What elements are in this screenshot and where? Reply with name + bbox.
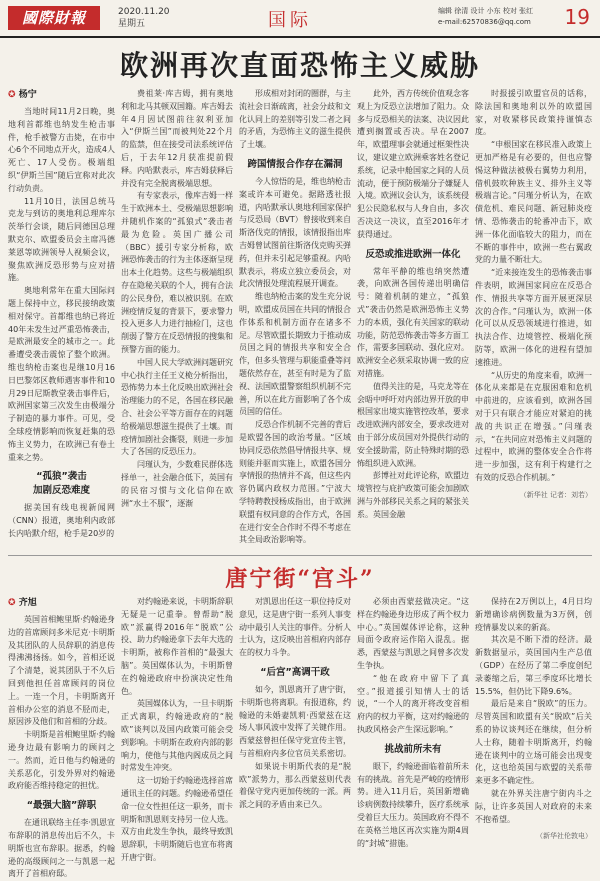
article2-col1-body bbox=[8, 614, 115, 793]
paragraph: 必须由西蒙兹做决定。“这样在约翰逊身边形成了两个权力中心。”英国媒体评论称，这种局面令政府运作陷入混乱。据悉，西蒙兹与凯恩之间曾多次发生争执。 bbox=[357, 597, 469, 670]
article2-column-4 bbox=[357, 596, 469, 848]
article1-column-3 bbox=[239, 88, 351, 552]
paragraph: 费祖莱·库吉姆，拥有奥地利和北马其顿双国籍。库吉姆去年4月因试图前往叙利亚加入“伊斯兰国”而被判处22个月的监禁，但在接受司法系统评估后，于去年12月获准提前假释。内哈默表示，库吉姆获释后并没有完全脱离极端思想。 bbox=[121, 89, 233, 188]
article1-subheading-3: 反恐或推进欧洲一体化 bbox=[365, 248, 461, 260]
paragraph: 如今，凯恩离开了唐宁街，卡明斯也将离职。有报道称，约翰逊的未婚妻凯莉·西蒙兹在这场人事风波中发挥了关键作用。西蒙兹曾担任保守党宣传主管，与首相府内多位官员关系密切。 bbox=[239, 684, 351, 758]
article1-subheading-1: “孤狼”袭击 加剧反恐难度 bbox=[32, 471, 90, 497]
article-divider bbox=[8, 555, 592, 556]
page-header bbox=[0, 0, 600, 38]
paragraph: 此外，西方传统价值观念客观上为反恐立法增加了阻力。众多与反恐相关的法案、决议因此遭到搁置或否决。早在2007年，欧盟理事会就通过框架性决议，建议建立欧洲乘客姓名登记系统，记录中舱国家之间的人员流动，便于预防极端分子嫌疑人入境。欧洲议会认为，该系统侵犯公民隐私权与人身自由，多次否决这一决议，直至2016年才获得通过。 bbox=[357, 89, 469, 239]
paragraph: 有专家表示，像库吉姆一样生于欧洲本土、受极端思想影响并随机作案的“孤狼式”袭击者最为危险。英国广播公司（BBC）援引专家分析称，欧洲恐怖袭击的行为主体逐渐呈现出本土化趋势。这些与极端组织存在隐秘关联的个人，拥有合法的公民身份，难以被识别。在欧洲疫情反复的背景下，要求警力投入更多人力进行抽检门，这也削弱了警方在反恐情报的搜集和预警方面的能力。 bbox=[121, 191, 233, 354]
article2-subheading-1: “最强大脑”辞职 bbox=[26, 800, 97, 812]
article1-author: 杨宁 bbox=[18, 90, 37, 100]
article2-source-note: （新华社伦敦电） bbox=[536, 832, 592, 841]
article1-col4-intro bbox=[357, 88, 469, 242]
paragraph: “近来接连发生的恐怖袭击事件表明，欧洲国家间应在反恐合作、情报共享等方面开展更深层次的合作。”闫瑾认为，欧洲一体化可以从反恐领域进行推进，如执法合作、边境管控、极端化预防等，欧洲一体化的进程有望加速推进。 bbox=[475, 268, 592, 367]
article1-headline: 欧洲再次直面恐怖主义威胁 bbox=[119, 49, 480, 82]
paragraph: 闫瑾认为，少数难民群体选择单一，社会融合低下，英国有的民宿习惯与文化信仰在欧洲“水土不服”，逐渐 bbox=[121, 460, 233, 508]
paragraph: 对约翰逊来说，卡明斯辞职无疑是一记重拳。曾帮助“脱欧”派赢得2016年“脱欧”公投、助力约翰逊拿下去年大选的卡明斯，被称作首相的“最强大脑”。英国媒体认为，卡明斯曾在约翰逊政府中扮演决定性角色。 bbox=[121, 597, 233, 696]
byline-star-icon: ✪ bbox=[8, 598, 19, 608]
article2-subheading-3: 挑战前所未有 bbox=[384, 743, 442, 755]
paragraph: “申根国家在移民准入政策上更加严格是有必要的，但也应警惕这种做法被极右翼势力利用，借机鼓吹种族主义、排外主义等极端言论。”闫瑾分析认为，在欧债危机、难民问题、新冠肺炎疫情、恐怖袭击的轮番冲击下，欧洲一体化面临较大的阻力，而在不断的事件中，欧洲一些右翼政党的力量不断壮大。 bbox=[475, 140, 592, 265]
editors-info bbox=[438, 6, 558, 28]
article2-col1-tail bbox=[8, 817, 115, 881]
article2-headline: 唐宁街“宫斗” bbox=[225, 566, 375, 592]
page-number: 19 bbox=[564, 5, 590, 29]
paragraph: 中国人民大学欧洲问题研究中心执行主任王义桅分析指出，恐怖势力本土化反映出欧洲社会治理能力的不足，各国在移民融合、社会公平等方面存在的问题给极端思想滋生提供了土壤。而疫情加剧社会撕裂，则进一步加大了各国的反恐压力。 bbox=[121, 357, 233, 457]
paragraph: 常年平静的维也纳突然遭袭，向欧洲各国传递出明确信号：随着机制的建立，“孤狼式”袭击仍然是欧洲恐怖主义势力的本质，强化有关国家的联动功能，防范恐怖袭击等多方面工作，需要多国联动、强化应对。欧洲安全必须采取协调一致的应对措施。 bbox=[357, 266, 469, 378]
article1-col5-body bbox=[475, 88, 592, 485]
article2-byline bbox=[8, 596, 115, 610]
paragraph: 对凯恩出任这一职位持反对意见，这是唐宁街一系列人事变动中最引人关注的事件。分析人士认为，这反映出首相府内部存在的权力斗争。 bbox=[239, 597, 351, 658]
paragraph: 卡明斯是首相鲍里斯·约翰逊身边最有影响力的顾问之一。然而，近日他与约翰逊的关系恶化，引发外界对约翰逊政府能否维持稳定的担忧。 bbox=[8, 730, 115, 791]
article1-subheading-2: 跨国情报合作存在漏洞 bbox=[247, 158, 343, 170]
paragraph: 其次是不断下滑的经济。最新数据显示，英国国内生产总值（GDP）在经历了第二季度创纪录萎缩之后，第三季度环比增长15.5%，但仍比下降9.6%。 bbox=[475, 635, 592, 696]
article1-column-4 bbox=[357, 88, 469, 552]
article2-col4-body bbox=[357, 761, 469, 851]
paragraph: 据美国有线电视新闻网（CNN）报道，奥地利内政部长内哈默介绍，枪手是20岁的 bbox=[8, 503, 115, 538]
article2-column-3 bbox=[239, 596, 351, 822]
paragraph: 保持在2万例以上，4月日均新增确诊病例数量为3万例，创疫情暴发以来的新高。 bbox=[475, 597, 592, 632]
paragraph: 形成相对封闭的圈群，与主流社会日渐疏离，社会分歧和文化认同上的差别等引发二者之间的矛盾，为恐怖主义的滋生提供了土壤。 bbox=[239, 89, 351, 150]
editors-line: 编辑 徐清 设计 小东 校对 张红 bbox=[438, 7, 534, 15]
paragraph: “从历史的角度来看，欧洲一体化从来都是在克服困难和危机中前进的，应该看到，欧洲各国对于只有联合才能应对紧迫的挑战的共识正在增强。”闫瑾表示，“在共同应对恐怖主义问题的过程中，欧洲的整体安全合作将进一步加强，这有利于构建行之有效的反恐合作机制。” bbox=[475, 370, 592, 482]
paragraph: 反恐合作机制不完善的背后是欧盟各国的政治考量。“区域协同反恐依然倡导情报共享、规则能并驱而实施上，欧盟各国分享情报的热情并不高，但这些内容仍属内政权力范围。”宁波大学特聘教授杨成指出，由于欧洲联盟有权同意的合作方式，各国在进行安全合作时不得不考虑在其全局政治影响等。 bbox=[239, 420, 351, 545]
paragraph: 英国媒体认为，一旦卡明斯正式离职，约翰逊政府的“脱欧”谈判以及国内政策可能会受到影响。卡明斯在政府内部的影响力，使他与其他内阁成员之间时常发生冲突。 bbox=[121, 699, 233, 773]
article2-subheading-2: “后宫”高调干政 bbox=[260, 666, 330, 678]
paragraph: “他在政府中留下了真空。”报道援引知情人士的话说，“一个人的离开将改变首相府内的权力平衡，这对约翰逊的执政风格会产生深远影响。” bbox=[357, 673, 469, 734]
article1-col1-tail bbox=[8, 502, 115, 540]
paragraph: 最后是来自“脱欧”的压力。尽管英国和欧盟有关“脱欧”后关系的协议谈判还在继续，但分析人士称，随着卡明斯离开，约翰逊在谈判中的立场可能会出现变化，这也给英国与欧盟的关系带来更多不确定性。 bbox=[475, 699, 592, 786]
paragraph: 英国首相鲍里斯·约翰逊身边的首席顾问多米尼克·卡明斯及其团队的人员辞职的消息传得沸沸扬扬。如今，首相还说了个清楚，说其团队于不久后回到他担任首席顾问的岗位上。一连一个月，卡明斯离开首相办公室的消息不胫而走，原因涉及他们和首相的分歧。 bbox=[8, 615, 115, 727]
article1-byline bbox=[8, 88, 115, 102]
article1-column-5 bbox=[475, 88, 592, 552]
weekday-text: 星期五 bbox=[118, 19, 146, 29]
section-title: 国际 bbox=[268, 10, 312, 31]
article1-col3-body bbox=[239, 176, 351, 547]
paragraph: 当地时间11月2日晚，奥地利首都维也纳发生枪击事件，枪手被警方击毙，在市中心6个不同地点开火，造成4人死亡、17人受伤。极端组织“伊斯兰国”随后宣称对此次行动负责。 bbox=[8, 107, 115, 193]
article2-col3-intro bbox=[239, 596, 351, 660]
issue-date bbox=[118, 6, 170, 30]
paragraph: 在通讯联络主任李·凯恩宣布辞职的消息传出后不久，卡明斯也宣布辞职。据悉，约翰逊的高级顾问之一与凯恩一起离开了首相府邸。 bbox=[8, 818, 115, 879]
paragraph: 11月10日，法国总统马克龙与到访的奥地利总理库尔茨举行会谈，随后同德国总理默克尔、欧盟委员会主席冯德莱恩等欧洲领导人视频会议，聚焦欧洲反恐形势与应对措施。 bbox=[8, 196, 115, 283]
paragraph: 如果说卡明斯代表的是“脱欧”派势力，那么西蒙兹则代表着保守党内更加传统的一派。两派之间的矛盾由来已久。 bbox=[239, 761, 351, 810]
paragraph: 眼下，约翰逊面临着前所未有的挑战。首先是严峻的疫情形势。进入11月后，英国新增确诊病例数持续攀升，医疗系统承受着巨大压力。英国政府不得不在英格兰地区再次实施为期4周的“封城”措施。 bbox=[357, 761, 469, 848]
article1-col1-body bbox=[8, 106, 115, 464]
byline-star-icon: ✪ bbox=[8, 90, 19, 100]
email-line: e-mail:6257083​6@qq.com bbox=[438, 18, 531, 26]
paragraph: 时报援引欧盟官员的话称，除法国和奥地利以外的欧盟国家，对收紧移民政策持谨慎态度。 bbox=[475, 89, 592, 137]
article1-column-1 bbox=[8, 88, 115, 552]
article2-column-2 bbox=[121, 596, 233, 862]
paragraph: 维也纳枪击案的发生充分说明，欧盟成员国在共同的情报合作体系和机制方面存在诸多不足。尽管欧盟长期致力于推动成员国之间的情报共享和安全合作，但多头管理与职能重叠等问题依然存在，甚至有时是为了监视、法国欧盟警察组织机制不完善，所以在此方面影响了各个成员国的信任。 bbox=[239, 292, 351, 417]
article1-col2-body bbox=[121, 88, 233, 510]
article2-col3-body bbox=[239, 684, 351, 812]
article2-column-5 bbox=[475, 596, 592, 841]
article1-col3-intro bbox=[239, 88, 351, 152]
newspaper-logo: 國際財報 bbox=[8, 6, 100, 30]
article1-column-2 bbox=[121, 88, 233, 552]
article2-col2-body bbox=[121, 596, 233, 865]
paragraph: 这一切始于约翰逊选择首席通讯主任的问题。约翰逊希望任命一位女性担任这一职务，而卡明斯和凯恩则支持另一位人选。双方由此发生争执，最终导致凯恩辞职，卡明斯随后也宣布将离开唐宁街。 bbox=[121, 776, 233, 862]
paragraph: 彭博社对此评论称，欧盟边境管控与庇护政策可能会加剧欧洲与外部移民关系之间的紧张关系。英国金融 bbox=[357, 471, 469, 519]
date-text: 2020.11.20 bbox=[118, 7, 170, 17]
article1-col4-body bbox=[357, 266, 469, 522]
article2-author: 齐旭 bbox=[18, 598, 37, 608]
article2-col4-intro bbox=[357, 596, 469, 737]
article2-col5-body bbox=[475, 596, 592, 826]
paragraph: 值得关注的是，马克龙等在会晤中呼吁对内部边界开放的申根国家出境实施管控改革，要求改进欧洲内部安全，要求改进对由于部分成员国对外提供行动的安全援助需，防止特殊时期的恐怖组织进入欧洲。 bbox=[357, 381, 469, 468]
paragraph: 今人惊悟的是，维也纳枪击案或许本可避免。据路透社报道，内哈默承认奥地利国家保护与反恐局（BVT）曾接收到来自斯洛伐克的情报，该情报指出库吉姆曾试图前往斯洛伐克购买弹药，但并未引起足够重视。内哈默表示，将成立独立委员会，对此次情报处理流程展开调查。 bbox=[239, 176, 351, 289]
paragraph: 就在外界关注唐宁街内斗之际，让许多英国人对政府的未来不抱希望。 bbox=[475, 788, 592, 824]
article1-source-note: （新华社 记者：刘若） bbox=[519, 490, 592, 499]
paragraph: 奥地利常年在重大国际问题上保持中立，移民接纳政策相对保守。首都维也纳已将近40年未发生过严重恐怖袭击，是欧洲最安全的城市之一。此番遭受袭击震惊了整个欧洲。维也纳枪击案也是继10月16日巴黎郊区教师遇害事件和10月29日尼斯教堂袭击事件后，欧洲国家第三次发生由极端分子制造的暴力事件。可见，受全球疫情影响而恢复赶集的恐怖主义势力，在欧洲已有卷土重来之势。 bbox=[8, 286, 115, 462]
article2-column-1 bbox=[8, 596, 115, 879]
